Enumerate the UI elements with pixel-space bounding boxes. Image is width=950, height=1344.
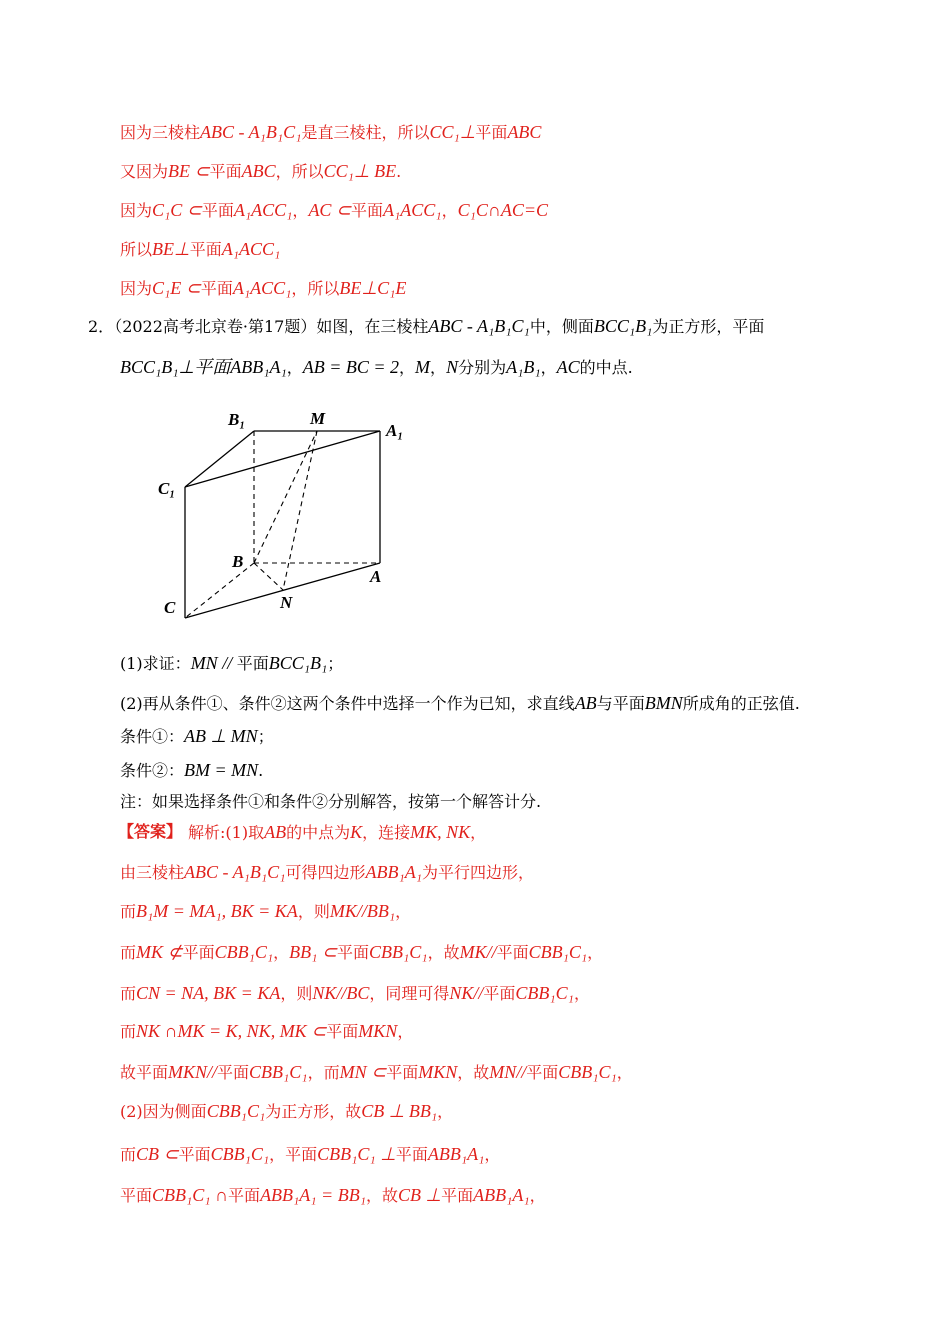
text-segment: ，连接 <box>362 823 411 842</box>
text-segment: 平面 <box>326 1022 359 1041</box>
text-segment: AC <box>556 357 580 377</box>
text-segment: 平面 <box>189 240 222 259</box>
text-segment: ， <box>470 823 487 842</box>
text-segment: 平面 <box>120 1186 153 1205</box>
stem-segment: 中，侧面 <box>529 317 594 336</box>
text-segment: ，则 <box>280 984 313 1003</box>
text-segment: 平面 <box>209 162 242 181</box>
text-segment: ， <box>273 943 290 962</box>
text-segment: ABC <box>507 122 542 142</box>
text-segment: ， <box>484 1145 501 1164</box>
text-segment: BE⊥ <box>152 239 190 259</box>
solution-line <box>120 238 280 261</box>
text-segment: ， <box>573 984 590 1003</box>
text-segment: ，平面 <box>269 1145 318 1164</box>
text-segment: 是直三棱柱，所以 <box>301 123 430 142</box>
text-segment: MKN <box>358 1021 398 1041</box>
text-segment: ，而 <box>307 1063 340 1082</box>
text-segment: NK// <box>449 983 484 1003</box>
text-segment: K <box>350 822 363 842</box>
answer-line <box>120 982 590 1005</box>
part-2 <box>120 692 800 715</box>
text-segment: 平面 <box>386 1063 419 1082</box>
text-segment: ，同理可得 <box>369 984 450 1003</box>
text-segment: 平面 <box>496 943 529 962</box>
text-segment: MN // <box>190 653 237 673</box>
text-segment: CB ⊥ <box>397 1185 442 1205</box>
text-segment: A₁ACC₁ <box>221 239 281 259</box>
text-segment: 平面 <box>441 1186 474 1205</box>
answer-line <box>120 900 411 923</box>
text-segment: ，则 <box>297 902 330 921</box>
text-segment: 平面 <box>483 984 516 1003</box>
answer-line <box>120 1143 500 1166</box>
text-segment: 解析: <box>188 823 226 842</box>
text-segment: NK ∩MK = K, NK, MK ⊂ <box>136 1021 327 1041</box>
problem-stem-line2 <box>120 356 633 379</box>
text-segment: (2) <box>120 694 143 713</box>
text-segment: 平面 <box>217 1063 250 1082</box>
text-segment: A₁ACC₁ <box>233 200 293 220</box>
text-segment: MN// <box>489 1062 527 1082</box>
text-segment: ，所以 <box>275 162 324 181</box>
text-segment: ， <box>286 358 303 377</box>
text-segment: BCC₁B₁ <box>268 653 328 673</box>
figure-label: M <box>310 409 326 428</box>
text-segment: CBB₁C₁ <box>558 1062 617 1082</box>
answer-line <box>120 1020 413 1043</box>
text-segment: 分别为 <box>458 358 507 377</box>
text-segment: ⊥平面 <box>178 357 231 377</box>
answer-line <box>120 1184 546 1207</box>
solution-line <box>120 160 401 183</box>
text-segment: BB₁ ⊂ <box>289 942 338 962</box>
text-segment: AC ⊂ <box>308 200 352 220</box>
text-segment: AB <box>264 822 287 842</box>
text-segment: 条件①： <box>120 727 185 746</box>
text-segment: CBB₁C₁ <box>528 942 588 962</box>
text-segment: 的中点为 <box>286 823 351 842</box>
text-segment: M <box>415 357 431 377</box>
text-segment: 平面 <box>182 943 215 962</box>
text-segment: AB <box>574 693 597 713</box>
text-segment: 由三棱柱 <box>120 863 185 882</box>
text-segment: B₁M = MA₁, BK = KA <box>136 901 298 921</box>
text-segment: 的中点. <box>579 358 633 377</box>
problem-number: 2． <box>88 317 115 336</box>
stem-segment: BCC₁B₁ <box>593 316 653 336</box>
figure-label: B <box>232 552 244 571</box>
text-segment: 而 <box>120 1145 137 1164</box>
answer-line <box>188 821 486 844</box>
answer-line <box>120 941 603 964</box>
text-segment: A₁B₁ <box>506 357 541 377</box>
text-segment: 为正方形，故 <box>265 1102 362 1121</box>
figure-label: N <box>280 593 293 612</box>
text-segment: 故平面 <box>120 1063 169 1082</box>
text-segment: 条件②： <box>120 761 185 780</box>
text-segment: 所以 <box>120 240 153 259</box>
text-segment: 因为侧面 <box>142 1102 207 1121</box>
solution-line <box>120 277 406 300</box>
text-segment: 平面 <box>200 279 233 298</box>
text-segment: ， <box>587 943 604 962</box>
text-segment: MKN <box>418 1062 458 1082</box>
text-segment: ， <box>399 358 416 377</box>
text-segment: 平面 <box>526 1063 559 1082</box>
text-segment: BCC₁B₁ <box>120 357 179 377</box>
text-segment: CBB₁C₁ <box>249 1062 308 1082</box>
answer-tag: 【答案】 <box>118 822 183 841</box>
text-segment: ， <box>292 201 309 220</box>
part-1 <box>120 652 343 675</box>
text-segment: CB ⊥ BB₁ <box>361 1101 438 1121</box>
text-segment: 又因为 <box>120 162 169 181</box>
text-segment: (1) <box>120 654 143 673</box>
text-segment: C₁E ⊂ <box>152 278 201 298</box>
text-segment: CC₁⊥ <box>429 122 476 142</box>
text-segment: CBB₁C₁ <box>369 942 428 962</box>
stem-segment: ABC - A₁B₁C₁ <box>428 316 530 336</box>
text-segment: ， <box>529 1186 546 1205</box>
text-segment: 因为 <box>120 279 153 298</box>
text-segment: 而 <box>120 984 137 1003</box>
condition-1 <box>120 725 274 748</box>
figure-label: A₁ <box>386 421 404 440</box>
text-segment: CBB₁C₁ <box>515 983 574 1003</box>
text-segment: 而 <box>120 902 137 921</box>
text-segment: N <box>446 357 459 377</box>
text-segment: ABB₁A₁ <box>365 862 422 882</box>
text-segment: 平面 <box>201 201 234 220</box>
text-segment: ，故 <box>427 943 460 962</box>
solution-line <box>120 199 548 222</box>
text-segment: MKN// <box>168 1062 218 1082</box>
prism-figure <box>150 400 420 630</box>
text-segment: AB = BC = 2 <box>302 357 400 377</box>
text-segment: AB ⊥ MN <box>184 726 258 746</box>
text-segment: BE ⊂ <box>168 161 210 181</box>
text-segment: MK//BB₁ <box>329 901 396 921</box>
text-segment: MK, NK <box>410 822 471 842</box>
problem-source: （2022高考北京卷·第17题） <box>114 317 317 336</box>
text-segment: 与平面 <box>596 694 645 713</box>
condition-2 <box>120 759 263 782</box>
text-segment: 平面 <box>475 123 508 142</box>
text-segment: . <box>396 162 402 181</box>
text-segment: MK ⊄ <box>136 942 183 962</box>
text-segment: A₁ACC₁ <box>232 278 292 298</box>
answer-line <box>120 861 534 884</box>
text-segment: C₁C∩AC=C <box>457 200 549 220</box>
problem-header <box>88 315 764 338</box>
text-segment: ， <box>540 358 557 377</box>
text-segment: 平面 <box>178 1145 211 1164</box>
text-segment: 平面 <box>236 654 269 673</box>
text-segment: 而 <box>120 1022 137 1041</box>
text-segment: ，所以 <box>291 279 340 298</box>
text-segment: 再从条件①、条件②这两个条件中选择一个作为已知，求直线 <box>142 694 575 713</box>
text-segment: CBB₁C₁ <box>206 1101 266 1121</box>
text-segment: C₁C ⊂ <box>152 200 202 220</box>
figure-label: A <box>370 567 382 586</box>
text-segment: BE⊥C₁E <box>339 278 407 298</box>
figure-label: B₁ <box>228 410 246 429</box>
text-segment: 平面 <box>228 1186 261 1205</box>
text-segment: ， <box>441 201 458 220</box>
text-segment: 而 <box>120 943 137 962</box>
text-segment: CBB₁C₁ ⊥ <box>317 1144 396 1164</box>
text-segment: 平面 <box>395 1145 428 1164</box>
text-segment: ABC <box>241 161 276 181</box>
note: 注：如果选择条件①和条件②分别解答，按第一个解答计分. <box>120 792 542 811</box>
text-segment: (1) <box>225 823 249 842</box>
text-segment: 求证： <box>142 654 191 673</box>
text-segment: CBB₁C₁ <box>210 1144 270 1164</box>
text-segment: ABB₁A₁ <box>427 1144 485 1164</box>
text-segment: CBB₁C₁ <box>214 942 274 962</box>
text-segment: ，故 <box>457 1063 490 1082</box>
answer-line <box>120 1100 453 1123</box>
text-segment: ABB₁A₁ = BB₁ <box>260 1185 366 1205</box>
text-segment: BMN <box>644 693 683 713</box>
text-segment: A₁ACC₁ <box>383 200 442 220</box>
stem-segment: 如图，在三棱柱 <box>316 317 429 336</box>
text-segment: ABC - A₁B₁C₁ <box>184 862 286 882</box>
text-segment: CBB₁C₁ ∩ <box>152 1185 229 1205</box>
figure-label: C <box>164 598 176 617</box>
text-segment: NK//BC <box>312 983 370 1003</box>
text-segment: CN = NA, BK = KA <box>136 983 281 1003</box>
text-segment: ， <box>437 1102 454 1121</box>
text-segment: CB ⊂ <box>136 1144 179 1164</box>
text-segment: (2) <box>120 1102 143 1121</box>
text-segment: 平面 <box>337 943 370 962</box>
text-segment: ， <box>616 1063 633 1082</box>
text-segment: ABB₁A₁ <box>230 357 287 377</box>
text-segment: 为平行四边形， <box>421 863 534 882</box>
figure-label: C₁ <box>158 479 176 498</box>
text-segment: ，故 <box>365 1186 398 1205</box>
text-segment: ， <box>397 1022 414 1041</box>
text-segment: MK// <box>459 942 497 962</box>
text-segment: 因为三棱柱 <box>120 123 201 142</box>
stem-segment: 为正方形，平面 <box>652 317 765 336</box>
text-segment: MN ⊂ <box>339 1062 387 1082</box>
text-segment: ， <box>395 902 412 921</box>
answer-line <box>120 1061 633 1084</box>
text-segment: ； <box>257 727 274 746</box>
text-segment: 所成角的正弦值. <box>682 694 800 713</box>
text-segment: ABB₁A₁ <box>473 1185 530 1205</box>
solution-line <box>120 121 541 144</box>
text-segment: 可得四边形 <box>285 863 366 882</box>
text-segment: CC₁⊥ BE <box>323 161 397 181</box>
text-segment: ； <box>327 654 344 673</box>
text-segment: 取 <box>248 823 265 842</box>
text-segment: 平面 <box>351 201 384 220</box>
text-segment: ABC - A₁B₁C₁ <box>200 122 302 142</box>
text-segment: . <box>258 761 264 780</box>
text-segment: ， <box>430 358 447 377</box>
text-segment: 因为 <box>120 201 153 220</box>
text-segment: BM = MN <box>184 760 259 780</box>
